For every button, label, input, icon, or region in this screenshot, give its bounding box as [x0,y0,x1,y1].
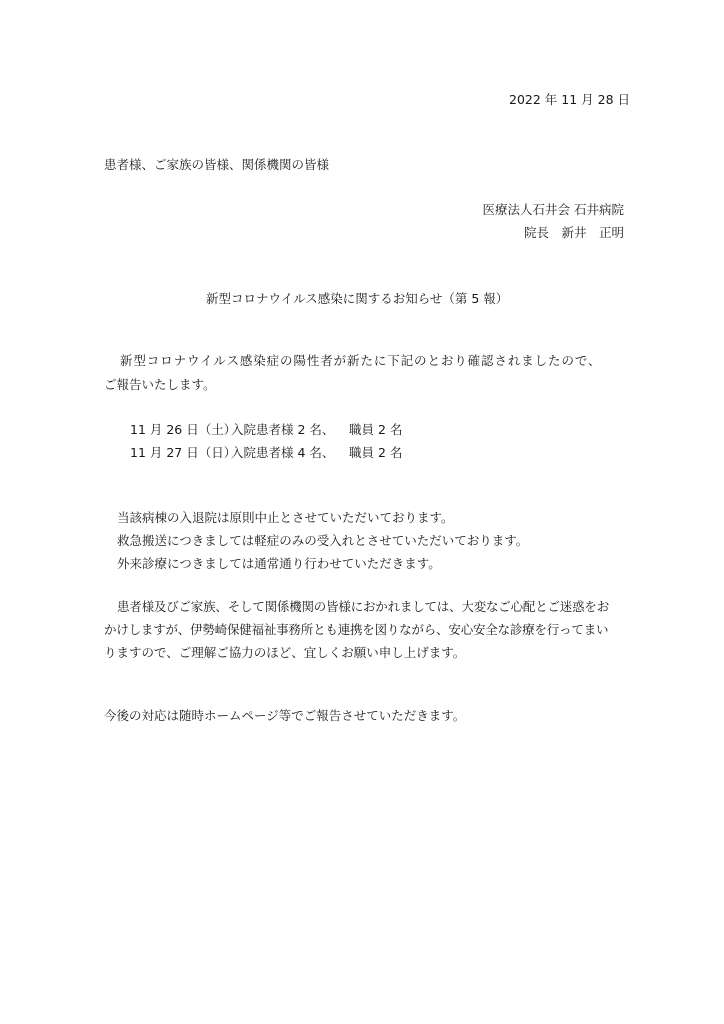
apology-line: 患者様及びご家族、そして関係機関の皆様におかれましては、大変なご心配とご迷惑をお [117,599,610,614]
page-title: 新型コロナウイルス感染に関するお知らせ（第 5 報） [206,291,509,306]
sender-organization: 医療法人石井会 石井病院 [482,202,624,217]
intro-line-2: ご報告いたします。 [104,377,216,392]
case-staff: 職員 2 名 [349,445,403,460]
measure-line: 外来診療につきましては通常通り行わせていただきます。 [117,556,441,571]
apology-line: かけしますが、伊勢崎保健福祉事務所とも連携を図りながら、安心安全な診療を行ってまい [104,622,609,637]
case-day: 11 月 26 日（土） [130,422,237,437]
case-patients: 入院患者様 4 名、 [231,445,335,460]
document-date: 2022 年 11 月 28 日 [509,92,630,107]
case-staff: 職員 2 名 [349,422,403,437]
case-day: 11 月 27 日（日） [130,445,237,460]
measure-line: 当該病棟の入退院は原則中止とさせていただいております。 [117,510,454,525]
measure-line: 救急搬送につきましては軽症のみの受入れとさせていただいております。 [117,533,529,548]
case-patients: 入院患者様 2 名、 [231,422,335,437]
intro-line-1: 新型コロナウイルス感染症の陽性者が新たに下記のとおり確認されましたので、 [120,353,602,368]
addressee: 患者様、ご家族の皆様、関係機関の皆様 [104,157,330,172]
closing-statement: 今後の対応は随時ホームページ等でご報告させていただきます。 [104,708,466,723]
apology-line: りますので、ご理解ご協力のほど、宜しくお願い申し上げます。 [104,645,466,660]
sender-director: 院長 新井 正明 [523,225,624,240]
